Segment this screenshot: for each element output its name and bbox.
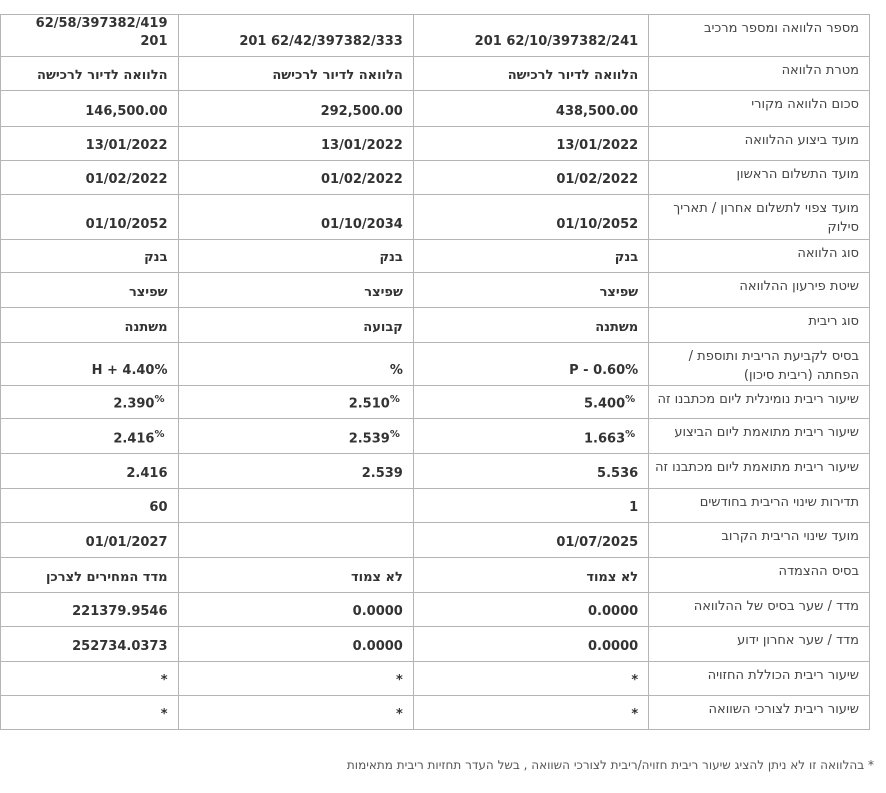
cell-value: 62/10/397382/241 201 [474,34,639,49]
row-label: מועד שינוי הריבית הקרוב [649,523,870,558]
cell-value: 01/10/2052 [85,217,168,232]
row-value-col3 [1,558,179,593]
row-value-col1 [413,127,648,161]
row-value-col3 [1,419,179,454]
cell-value: 01/01/2027 [85,535,168,550]
cell-value: 01/02/2022 [556,172,639,187]
row-value-col1 [413,57,648,91]
row-label: שיעור ריבית מתואמת ליום מכתבנו זה [649,454,870,489]
percent-sign: % [154,393,165,405]
row-value-col2 [178,386,413,419]
table-row [1,161,870,195]
row-value-col2 [178,15,413,57]
row-value-col1 [413,195,648,240]
table-row [1,558,870,593]
row-value-col1 [413,161,648,195]
row-value-col1 [413,386,648,419]
row-value-col2 [178,593,413,627]
cell-value: 146,500.00 [85,104,168,119]
table-row [1,57,870,91]
row-value-col1 [413,343,648,386]
cell-value: 13/01/2022 [320,138,403,153]
row-value-col1 [413,523,648,558]
row-value-col1 [413,240,648,273]
row-value-col2 [178,91,413,127]
table-row [1,662,870,696]
row-label: מדד / שער בסיס של ההלוואה [649,593,870,627]
table-row [1,15,870,57]
cell-value: 01/02/2022 [320,172,403,187]
cell-value: % [389,363,403,378]
row-value-col3 [1,161,179,195]
cell-value: * [160,707,168,722]
cell-value: 438,500.00 [555,104,639,119]
cell-value: * [631,707,639,722]
row-value-col3 [1,57,179,91]
row-label: סכום הלוואה מקורי [649,91,870,127]
cell-value: H + 4.40% [91,363,168,378]
row-label: מטרת הלוואה [649,57,870,91]
row-value-col3 [1,15,179,57]
row-value-col3 [1,523,179,558]
row-label: שיעור ריבית לצורכי השוואה [649,696,870,730]
row-value-col2 [178,558,413,593]
row-value-col2 [178,127,413,161]
cell-value: P - 0.60% [569,363,639,378]
cell-value: * [160,673,168,688]
cell-value: 0.0000 [588,639,639,654]
table-row [1,343,870,386]
cell-value: הלוואה לדיור לרכישה [272,68,403,83]
row-value-col1 [413,489,648,523]
loan-details-table [0,14,870,730]
cell-value: 2.539 [348,431,390,446]
cell-value: 2.390 [113,396,155,411]
row-value-col1 [413,454,648,489]
row-value-col1 [413,558,648,593]
row-label: מועד ביצוע ההלוואה [649,127,870,161]
row-value-col3 [1,308,179,343]
row-value-col3 [1,696,179,730]
cell-value: 2.416 [126,466,168,481]
cell-value: * [631,673,639,688]
table-row [1,523,870,558]
row-label: שיעור ריבית מתואמת ליום הביצוע [649,419,870,454]
table-row [1,386,870,419]
row-value-col1 [413,15,648,57]
cell-value: 13/01/2022 [556,138,639,153]
cell-value: 0.0000 [588,604,639,619]
row-value-col2 [178,523,413,558]
cell-value: 2.510 [348,396,390,411]
cell-value: שפיצר [128,285,168,300]
footnote: * בהלוואה זו לא ניתן להציג שיעור ריבית חזויה/ריבית לצורכי השוואה , בשל העדר תחזיות ריבית מתאימות [346,758,874,772]
row-value-col3 [1,454,179,489]
cell-value: בנק [614,250,639,265]
row-value-col2 [178,343,413,386]
row-label: תדירות שינוי הריבית בחודשים [649,489,870,523]
cell-value: 13/01/2022 [85,138,168,153]
cell-value: 0.0000 [352,639,403,654]
row-label: סוג ריבית [649,308,870,343]
row-label: שיטת פירעון ההלוואה [649,273,870,308]
table-row [1,273,870,308]
percent-sign: % [625,393,636,405]
row-value-col2 [178,696,413,730]
row-value-col2 [178,662,413,696]
cell-value: בנק [379,250,403,265]
cell-value: הלוואה לדיור לרכישה [507,68,639,83]
cell-value: 01/07/2025 [556,535,639,550]
row-value-col2 [178,240,413,273]
row-value-col1 [413,91,648,127]
cell-value: * [396,707,403,722]
row-value-col2 [178,195,413,240]
row-value-col3 [1,91,179,127]
percent-sign: % [625,428,636,440]
cell-value: 292,500.00 [320,104,403,119]
row-value-col2 [178,273,413,308]
percent-sign: % [389,428,400,440]
cell-value: לא צמוד [586,570,639,585]
row-value-col2 [178,308,413,343]
row-value-col1 [413,308,648,343]
table-row [1,127,870,161]
cell-value: קבועה [363,320,403,335]
table-row [1,195,870,240]
cell-value: 01/10/2052 [556,217,639,232]
cell-value: 1 [629,500,639,515]
row-label: בסיס ההצמדה [649,558,870,593]
table-row [1,593,870,627]
percent-sign: % [389,393,400,405]
cell-value: משתנה [124,320,168,335]
table-row [1,240,870,273]
row-value-col1 [413,627,648,662]
row-value-col3 [1,127,179,161]
row-value-col3 [1,662,179,696]
row-label: מדד / שער אחרון ידוע [649,627,870,662]
row-value-col1 [413,662,648,696]
cell-value: * [396,673,403,688]
cell-value: 5.400 [584,396,626,411]
cell-value: מדד המחירים לצרכן [45,570,168,585]
row-value-col2 [178,627,413,662]
row-value-col3 [1,593,179,627]
table-row [1,454,870,489]
row-label: שיעור ריבית הכוללת החזויה [649,662,870,696]
row-value-col3 [1,195,179,240]
row-value-col1 [413,696,648,730]
row-value-col3 [1,240,179,273]
cell-value: 01/02/2022 [85,172,168,187]
row-value-col2 [178,161,413,195]
table-row [1,627,870,662]
table-row [1,91,870,127]
table-row [1,489,870,523]
row-value-col2 [178,489,413,523]
cell-value: 1.663 [584,431,626,446]
cell-value: בנק [144,250,168,265]
row-value-col2 [178,454,413,489]
row-value-col3 [1,386,179,419]
table-row [1,308,870,343]
row-value-col1 [413,593,648,627]
cell-value: 5.536 [597,466,639,481]
cell-value: 2.539 [361,466,403,481]
cell-value: לא צמוד [350,570,403,585]
cell-value: 221379.9546 [72,604,168,619]
row-value-col1 [413,273,648,308]
row-value-col1 [413,419,648,454]
row-value-col3 [1,489,179,523]
row-label: שיעור ריבית נומינלית ליום מכתבנו זה [649,386,870,419]
row-label: מועד צפוי לתשלום אחרון / תאריך סילוק [649,195,870,240]
cell-value: שפיצר [364,285,403,300]
row-label: מספר הלוואה ומספר מרכיב [649,15,870,57]
row-value-col3 [1,343,179,386]
cell-value: הלוואה לדיור לרכישה [37,68,168,83]
row-value-col3 [1,627,179,662]
cell-value: 60 [149,500,168,515]
cell-value: 62/58/397382/419 201 [35,16,168,49]
row-label: מועד התשלום הראשון [649,161,870,195]
row-value-col3 [1,273,179,308]
cell-value: משתנה [595,320,639,335]
cell-value: 2.416 [113,431,155,446]
cell-value: 0.0000 [352,604,403,619]
row-value-col2 [178,419,413,454]
table-row [1,419,870,454]
cell-value: 252734.0373 [72,639,168,654]
cell-value: 62/42/397382/333 201 [239,34,403,49]
cell-value: שפיצר [599,285,639,300]
row-label: בסיס לקביעת הריבית ותוספת / הפחתה (ריבית סיכון) [649,343,870,386]
row-label: סוג הלוואה [649,240,870,273]
row-value-col2 [178,57,413,91]
cell-value: 01/10/2034 [320,217,403,232]
table-row [1,696,870,730]
percent-sign: % [154,428,165,440]
